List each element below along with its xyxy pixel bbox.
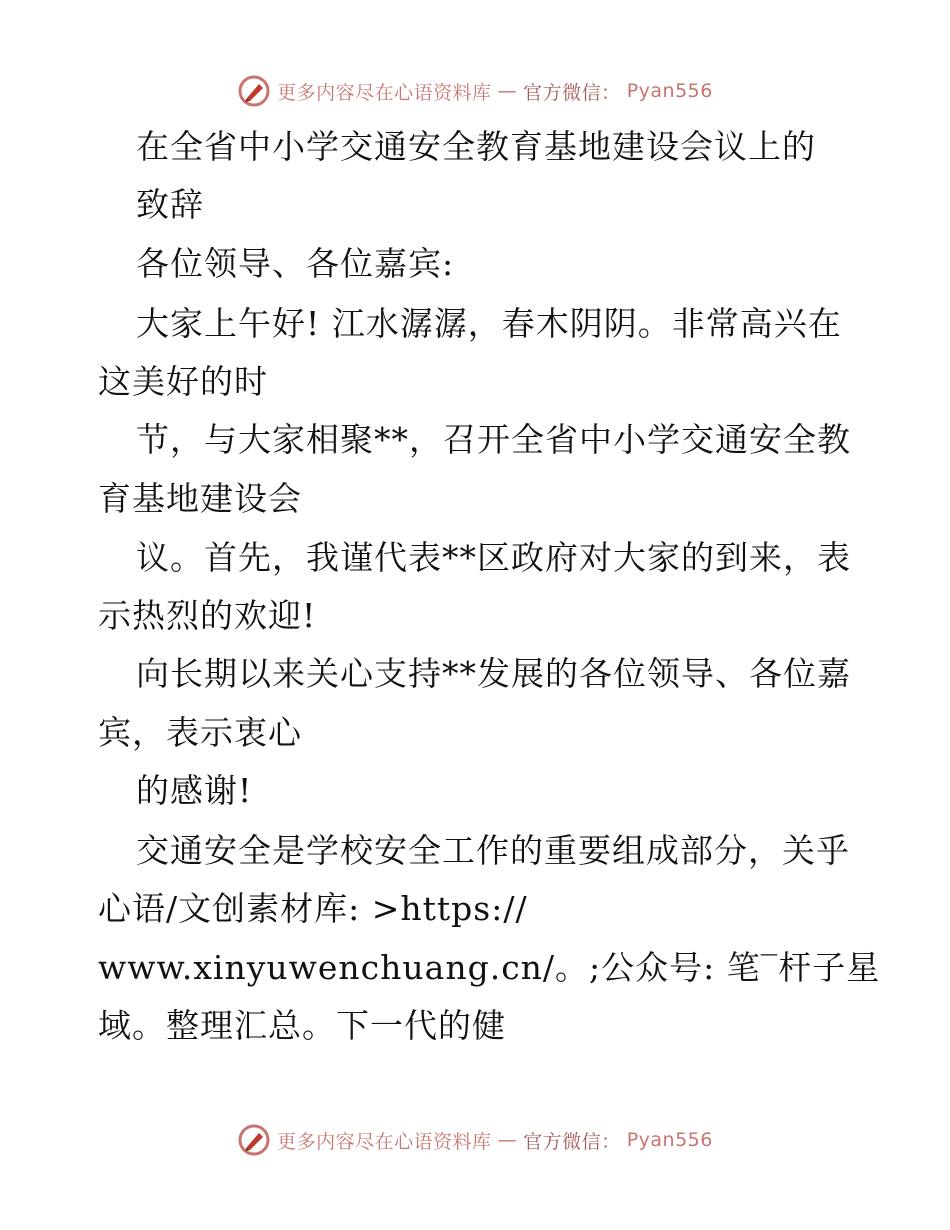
doc-line: 议。首先，我谨代表**区政府对大家的到来，表 <box>136 538 851 577</box>
banner-separator: — <box>497 80 518 102</box>
pen-nib-logo-icon <box>237 74 271 108</box>
doc-line: 示热烈的欢迎! <box>98 596 317 635</box>
footer-banner <box>0 1120 950 1160</box>
doc-line: 交通安全是学校安全工作的重要组成部分，关乎 <box>136 831 850 870</box>
doc-line: 大家上午好! 江水潺潺，春木阴阴。非常高兴在 <box>136 304 842 343</box>
doc-line: 宾，表示衷心 <box>98 713 302 752</box>
doc-line: 育基地建设会 <box>98 479 302 518</box>
banner-handle: Pyan556 <box>626 1129 713 1151</box>
banner-separator: — <box>497 1129 518 1151</box>
doc-line: 心语/文创素材库: >https:// <box>98 889 528 928</box>
doc-line: www.xinyuwenchuang.cn/。;公众号: 笔‾杆子星 <box>98 948 881 987</box>
header-banner <box>0 71 950 111</box>
banner-label: 官方微信： <box>523 81 621 104</box>
banner-text: 更多内容尽在心语资料库 <box>277 1130 492 1153</box>
doc-line: 致辞 <box>136 185 204 224</box>
banner-handle: Pyan556 <box>626 80 713 102</box>
doc-line: 的感谢! <box>136 771 253 810</box>
doc-line: 各位领导、各位嘉宾: <box>136 244 455 283</box>
doc-line: 向长期以来关心支持**发展的各位领导、各位嘉 <box>136 654 851 693</box>
doc-line: 在全省中小学交通安全教育基地建设会议上的 <box>136 127 816 166</box>
doc-line: 这美好的时 <box>98 362 268 401</box>
doc-line: 域。整理汇总。下一代的健 <box>98 1006 506 1045</box>
banner-text: 更多内容尽在心语资料库 <box>277 81 492 104</box>
banner-label: 官方微信： <box>523 1130 621 1153</box>
pen-nib-logo-icon <box>237 1123 271 1157</box>
doc-line: 节，与大家相聚**，召开全省中小学交通安全教 <box>136 420 851 459</box>
